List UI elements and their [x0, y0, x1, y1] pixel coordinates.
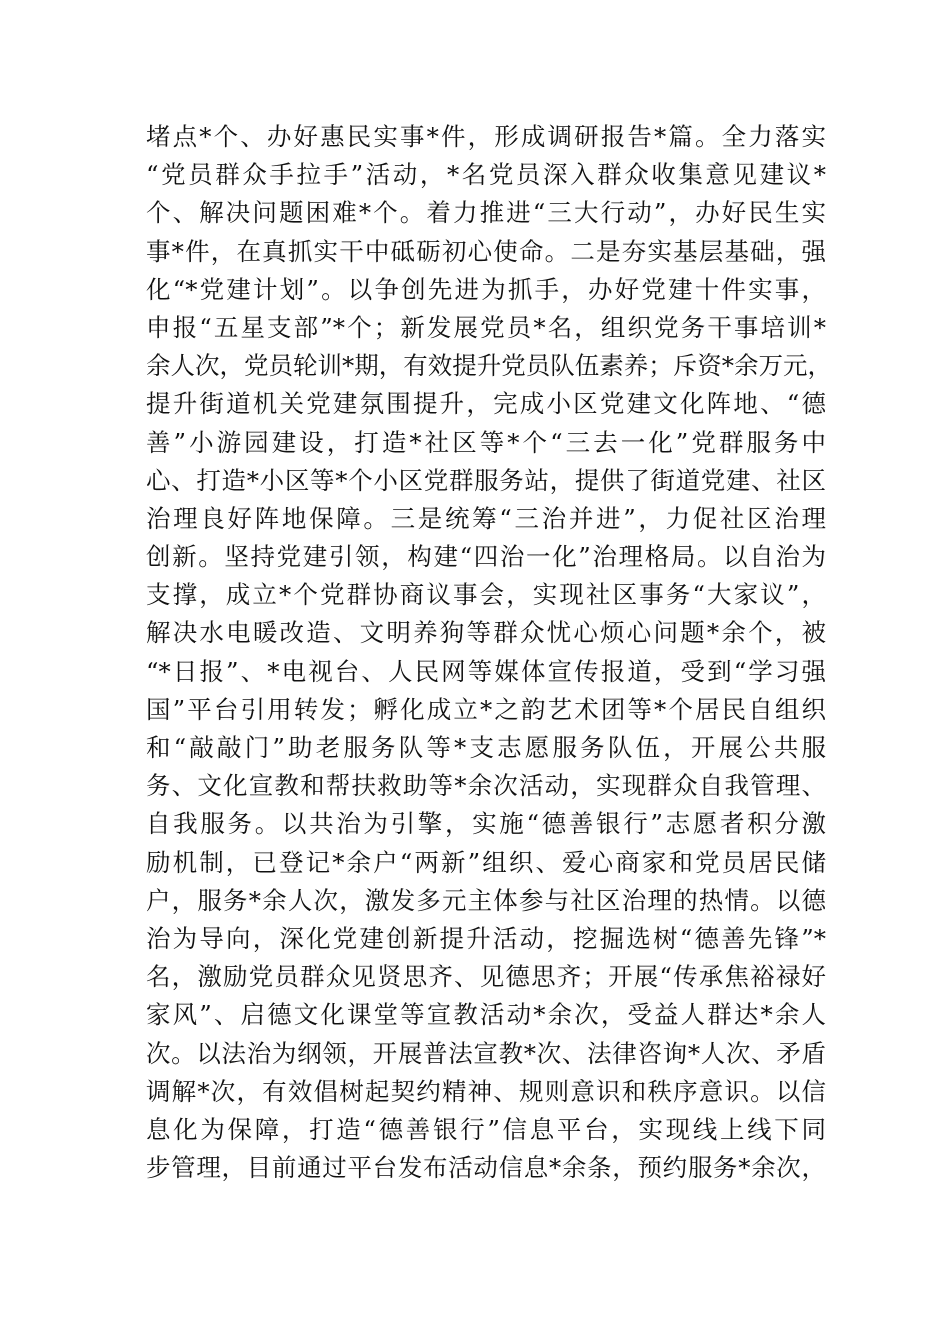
text-line: 调解*次，有效倡树起契约精神、规则意识和秩序意识。以信	[146, 1076, 826, 1106]
text-line: 励机制，已登记*余户“两新”组织、爱心商家和党员居民储	[146, 847, 826, 877]
text-line: 户，服务*余人次，激发多元主体参与社区治理的热情。以德	[146, 885, 826, 915]
text-line: 国”平台引用转发；孵化成立*之韵艺术团等*个居民自组织	[146, 694, 826, 724]
text-line: 提升街道机关党建氛围提升，完成小区党建文化阵地、“德	[146, 389, 826, 419]
text-line: 申报“五星支部”*个；新发展党员*名，组织党务干事培训*	[146, 312, 826, 342]
text-line: 创新。坚持党建引领，构建“四治一化”治理格局。以自治为	[146, 542, 826, 572]
text-line: 步管理，目前通过平台发布活动信息*余条，预约服务*余次，	[146, 1153, 826, 1183]
text-line: 和“敲敲门”助老服务队等*支志愿服务队伍，开展公共服	[146, 733, 826, 762]
text-line: “*日报”、*电视台、人民网等媒体宣传报道，受到“学习强	[146, 656, 826, 686]
text-line: 事*件，在真抓实干中砥砺初心使命。二是夯实基层基础，强	[146, 236, 826, 266]
text-line: 善”小游园建设，打造*社区等*个“三去一化”党群服务中	[146, 427, 826, 457]
text-line: 务、文化宣教和帮扶救助等*余次活动，实现群众自我管理、	[146, 771, 826, 801]
text-line: 治为导向，深化党建创新提升活动，挖掘选树“德善先锋”*	[146, 923, 826, 953]
text-line: 自我服务。以共治为引擎，实施“德善银行”志愿者积分激	[146, 809, 826, 839]
text-line: 余人次，党员轮训*期，有效提升党员队伍素养；斥资*余万元，	[146, 351, 832, 381]
text-line: 支撑，成立*个党群协商议事会，实现社区事务“大家议”，	[146, 580, 826, 610]
text-line: 家风”、启德文化课堂等宣教活动*余次，受益人群达*余人	[146, 1000, 826, 1030]
text-line: 心、打造*小区等*个小区党群服务站，提供了街道党建、社区	[146, 465, 826, 495]
text-line: 治理良好阵地保障。三是统筹“三治并进”，力促社区治理	[146, 503, 826, 533]
text-line: “党员群众手拉手”活动，*名党员深入群众收集意见建议*	[146, 160, 826, 190]
text-line: 个、解决问题困难*个。着力推进“三大行动”，办好民生实	[146, 198, 826, 228]
text-line: 息化为保障，打造“德善银行”信息平台，实现线上线下同	[146, 1114, 826, 1144]
text-line: 化“*党建计划”。以争创先进为抓手，办好党建十件实事，	[146, 274, 826, 304]
text-line: 解决水电暖改造、文明养狗等群众忧心烦心问题*余个，被	[146, 618, 826, 648]
text-line: 名，激励党员群众见贤思齐、见德思齐；开展“传承焦裕禄好	[146, 962, 826, 992]
body-paragraph	[146, 118, 832, 1187]
text-line: 次。以法治为纲领，开展普法宣教*次、法律咨询*人次、矛盾	[146, 1038, 826, 1068]
text-line: 堵点*个、办好惠民实事*件，形成调研报告*篇。全力落实	[146, 122, 826, 151]
